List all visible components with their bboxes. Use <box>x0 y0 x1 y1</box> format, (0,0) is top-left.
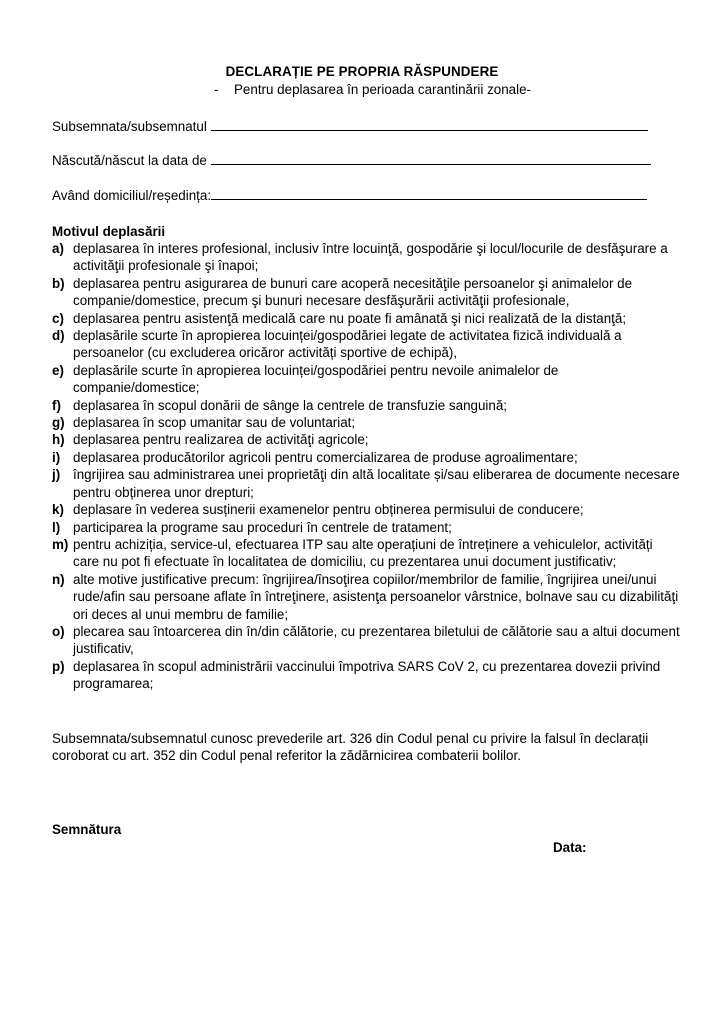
reason-text: deplasarea producătorilor agricoli pentru comercializarea de produse agroalimentare; <box>73 449 578 465</box>
reason-text: alte motive justificative precum: îngrijirea/însoţirea copiilor/membrilor de familie, îngrijirea unei/unui rude/afin sau persoane aflate în întreţinere, asistenţa persoanelor vârstnice, bolnave sau cu dizabilităţi ori deces al unui membru de familie; <box>73 571 679 622</box>
reason-text: deplasarea în interes profesional, inclusiv între locuinţă, gospodărie şi locul/locurile de desfăşurare a activităţii profesionale şi înapoi; <box>73 241 668 274</box>
date-label: Data: <box>553 840 587 855</box>
reason-item <box>52 658 682 693</box>
document-title: DECLARAȚIE PE PROPRIA RĂSPUNDERE <box>225 64 499 79</box>
reason-letter: d) <box>52 328 65 344</box>
birthdate-field-label: Născută/născut la data de <box>52 153 211 168</box>
reason-item <box>52 310 682 327</box>
reason-item <box>52 362 682 397</box>
reason-letter: i) <box>52 449 61 465</box>
name-field-label: Subsemnata/subsemnatul <box>52 119 211 134</box>
reason-text: deplasarea pentru realizarea de activităţi agricole; <box>73 432 369 448</box>
reason-text: deplasare în vederea susținerii examenelor pentru obținerea permisului de conducere; <box>73 502 584 518</box>
reason-text: participarea la programe sau proceduri în centrele de tratament; <box>73 519 452 535</box>
reason-letter: a) <box>52 241 64 256</box>
reasons-heading: Motivul deplasării <box>52 224 166 239</box>
subtitle-text: Pentru deplasarea în perioada carantinării zonale- <box>234 82 532 97</box>
reasons-list <box>52 240 682 693</box>
subtitle-dash: - <box>214 82 219 97</box>
reason-text: deplasarea pentru asistenţă medicală care nu poate fi amânată şi nici realizată de la distanţă; <box>73 310 627 326</box>
reason-letter: n) <box>52 571 65 587</box>
reason-item <box>52 275 682 310</box>
reason-item <box>52 536 682 571</box>
reason-letter: k) <box>52 502 64 518</box>
legal-statement: Subsemnata/subsemnatul cunosc prevederile art. 326 din Codul penal cu privire la falsul în declarații coroborat cu art. 352 din Codul penal referitor la zădărnicirea combaterii bolilor. <box>52 731 649 764</box>
reason-item <box>52 519 682 536</box>
name-field-line[interactable] <box>211 119 648 131</box>
reason-item <box>52 414 682 431</box>
reason-letter: m) <box>52 536 69 552</box>
reason-letter: p) <box>52 658 65 674</box>
reason-text: deplasarea în scopul donării de sânge la centrele de transfuzie sanguină; <box>73 397 507 413</box>
reason-item <box>52 571 682 623</box>
reason-item <box>52 466 682 501</box>
reason-item <box>52 431 682 448</box>
reason-item <box>52 397 682 414</box>
reason-item <box>52 449 682 466</box>
reason-item <box>52 240 682 275</box>
signature-label: Semnătura <box>52 822 122 837</box>
reason-letter: g) <box>52 415 65 431</box>
reason-text: îngrijirea sau administrarea unei proprietăţi din altă localitate și/sau eliberarea de documente necesare pentru obținerea unor drepturi; <box>73 467 680 500</box>
address-field[interactable] <box>52 188 647 203</box>
reason-text: pentru achiziția, service-ul, efectuarea ITP sau alte operațiuni de întreținere a vehiculelor, activități care nu pot fi efectuate în localitatea de domiciliu, cu prezentarea unui document justificativ; <box>73 536 653 570</box>
birthdate-field[interactable] <box>52 153 651 168</box>
reason-letter: j) <box>52 467 61 483</box>
reason-item <box>52 327 682 362</box>
reason-letter: b) <box>52 275 65 291</box>
reason-text: deplasarea pentru asigurarea de bunuri care acoperă necesităţile persoanelor şi animalelor de companie/domestice, precum şi bunuri necesare desfăşurării activităţii profesionale, <box>73 275 633 309</box>
reason-letter: e) <box>52 362 64 378</box>
reason-text: deplasarea în scopul administrării vaccinului împotriva SARS CoV 2, cu prezentarea dovezii privind programarea; <box>73 658 661 692</box>
name-field[interactable] <box>52 119 648 134</box>
reason-item <box>52 501 682 518</box>
address-field-label: Având domiciliul/reședința: <box>52 188 212 203</box>
reason-item <box>52 623 682 658</box>
reason-letter: f) <box>52 397 61 413</box>
reason-text: deplasarea în scop umanitar sau de voluntariat; <box>73 415 356 431</box>
document-subtitle <box>214 82 531 97</box>
birthdate-field-line[interactable] <box>211 153 651 165</box>
reason-letter: h) <box>52 432 65 448</box>
address-field-line[interactable] <box>211 188 647 200</box>
reason-letter: c) <box>52 310 64 326</box>
reason-text: deplasările scurte în apropierea locuinței/gospodăriei pentru nevoile animalelor de companie/domestice; <box>73 362 559 396</box>
reason-text: plecarea sau întoarcerea din în/din călătorie, cu prezentarea biletului de călătorie sau a altui document justificativ, <box>73 623 680 657</box>
reason-letter: l) <box>52 519 61 535</box>
reason-letter: o) <box>52 623 65 639</box>
reason-text: deplasările scurte în apropierea locuinței/gospodăriei legate de activitatea fizică individuală a persoanelor (cu excluderea oricăror activități sportive de echipă), <box>73 328 622 361</box>
